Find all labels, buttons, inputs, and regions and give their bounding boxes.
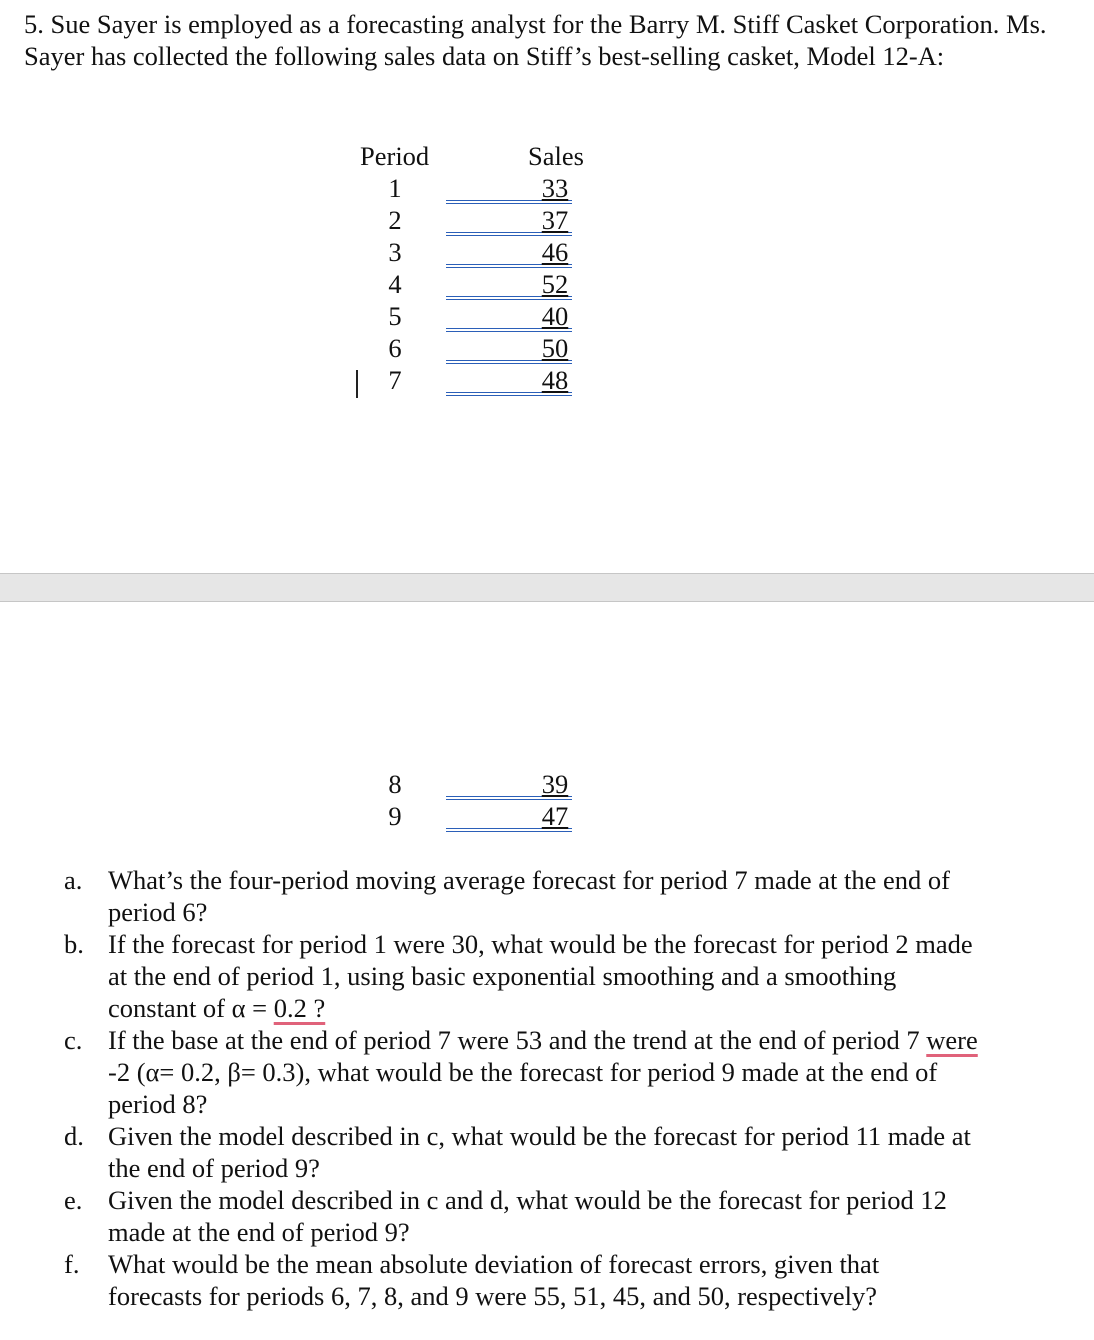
- sales-cell: 37: [541, 205, 569, 235]
- question-b: [0, 928, 978, 1024]
- question-text: Given the model described in c, what would be the forecast for period 11 made at the end of period 9?: [108, 1121, 971, 1183]
- period-cell: 7: [388, 365, 402, 395]
- question-marker: d.: [64, 1121, 84, 1151]
- period-cell: 4: [388, 269, 402, 299]
- sales-cell: 46: [541, 237, 569, 267]
- period-column-header: Period: [360, 141, 430, 171]
- question-text: If the base at the end of period 7 were 53 and the trend at the end of period 7: [108, 1025, 927, 1055]
- period-cell: 3: [388, 237, 402, 267]
- table-row: [0, 172, 1094, 204]
- sales-cell: 33: [541, 173, 569, 203]
- period-cell: 6: [388, 333, 402, 363]
- question-d: [0, 1120, 978, 1184]
- question-a: [0, 864, 978, 928]
- period-cell: 8: [388, 769, 402, 799]
- question-list: [0, 864, 1094, 1312]
- page-break-divider: [0, 573, 1094, 602]
- question-text: What would be the mean absolute deviation of forecast errors, given that forecasts for periods 6, 7, 8, and 9 were 55, 51, 45, and 50, respectively?: [108, 1249, 880, 1311]
- question-text: If the forecast for period 1 were 30, what would be the forecast for period 2 made at the end of period 1, using basic exponential smoothing and a smoothing constant of α =: [108, 929, 973, 1023]
- problem-intro: 5. Sue Sayer is employed as a forecasting analyst for the Barry M. Stiff Casket Corporation. Ms. Sayer has collected the following sales data on Stiff’s best-selling casket, Model 12-A:: [24, 9, 1047, 71]
- table-row: [0, 300, 1094, 332]
- question-f: [0, 1248, 978, 1312]
- sales-cell: 40: [541, 301, 569, 331]
- table-row: [0, 236, 1094, 268]
- sales-cell: 39: [541, 769, 569, 799]
- question-e: [0, 1184, 978, 1248]
- table-row: [0, 332, 1094, 364]
- question-marker: f.: [64, 1249, 80, 1279]
- sales-cell: 52: [541, 269, 569, 299]
- question-text: -2 (α= 0.2, β= 0.3), what would be the forecast for period 9 made at the end of period 8?: [108, 1057, 938, 1119]
- table-row: [0, 364, 1094, 396]
- text-cursor: [356, 370, 358, 398]
- question-c: [0, 1024, 978, 1120]
- period-cell: 1: [388, 173, 402, 203]
- sales-cell: 50: [541, 333, 569, 363]
- spellcheck-flag: were: [926, 1025, 978, 1055]
- table-row: [0, 768, 1094, 800]
- table-row: [0, 204, 1094, 236]
- question-marker: a.: [64, 865, 83, 895]
- spellcheck-flag: 0.2 ?: [273, 993, 326, 1023]
- table-row: [0, 800, 1094, 832]
- question-marker: c.: [64, 1025, 83, 1055]
- period-cell: 9: [388, 801, 402, 831]
- question-marker: b.: [64, 929, 84, 959]
- table-row: [0, 268, 1094, 300]
- sales-cell: 47: [541, 801, 569, 831]
- question-marker: e.: [64, 1185, 83, 1215]
- question-text: What’s the four-period moving average forecast for period 7 made at the end of period 6?: [108, 865, 950, 927]
- question-text: Given the model described in c and d, what would be the forecast for period 12 made at the end of period 9?: [108, 1185, 947, 1247]
- sales-column-header: Sales: [528, 141, 584, 171]
- period-cell: 5: [388, 301, 402, 331]
- sales-cell: 48: [541, 365, 569, 395]
- period-cell: 2: [388, 205, 402, 235]
